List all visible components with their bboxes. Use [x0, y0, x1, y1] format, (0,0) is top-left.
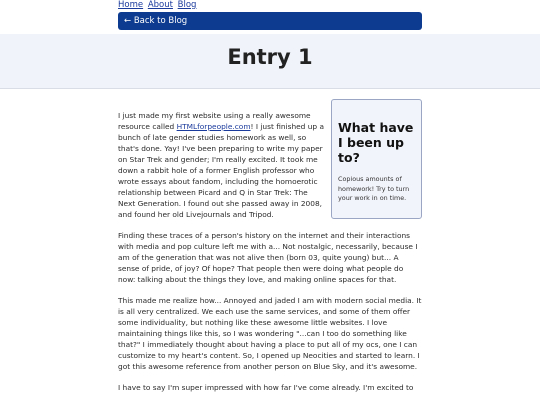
- back-to-blog-link[interactable]: ← Back to Blog: [124, 16, 188, 26]
- nav-blog-link[interactable]: Blog: [177, 0, 197, 10]
- post-text: I just made my first website using a really awesome resource called: [118, 111, 311, 131]
- top-nav: [118, 0, 198, 11]
- page-title: Entry 1: [227, 45, 313, 69]
- post-paragraph-4: I have to say I'm super impressed with how far I've come already. I'm excited to: [118, 383, 414, 392]
- nav-home-link[interactable]: Home: [118, 0, 144, 10]
- back-to-blog-bar: [118, 12, 422, 30]
- htmlforpeople-link[interactable]: HTMLforpeople.com: [176, 122, 251, 131]
- post-paragraph-1: [118, 110, 324, 220]
- sidebar-heading: What have I been up to?: [338, 120, 414, 165]
- blog-post: [118, 110, 422, 403]
- page-header: [0, 34, 540, 89]
- sidebar-text: Copious amounts of homework! Try to turn your work in on time.: [338, 175, 410, 202]
- post-paragraph-2: Finding these traces of a person's history on the internet and their interactions with media and pop culture left me with a... Not nostalgic, necessarily, because I am of the generation that was not alive then (born 03, quite young) but... A sense of pride, of joy? Of hope? That people then were doing what people do now: talking about the things they love, and making online spaces for that.: [118, 231, 418, 284]
- post-text: ! I just finished up a bunch of late gender studies homework as well, so that's done. Yay! I've been preparing to write my paper on Star Trek and gender; I'm really excited. It took me down a rabbit hole of a former English professor who wrote essays about fandom, including the homoerotic relationship between Picard and Q in Star Trek: The Next Generation. I found out she passed away in 2008, and found her old Livejournals and Tripod.: [118, 122, 324, 219]
- post-paragraph-3: This made me realize how... Annoyed and jaded I am with modern social media. It is all very centralized. We each use the same services, and some of them offer some individuality, but nothing like these awesome little websites. I love maintaining things like this, so I was wondering "...can I too do something like that?" I immediately thought about having a place to put all of my ocs, one I can customize to my heart's content. So, I opened up Neocities and started to learn. I got this awesome reference from another person on Blue Sky, and it's awesome.: [118, 296, 422, 371]
- nav-about-link[interactable]: About: [147, 0, 173, 10]
